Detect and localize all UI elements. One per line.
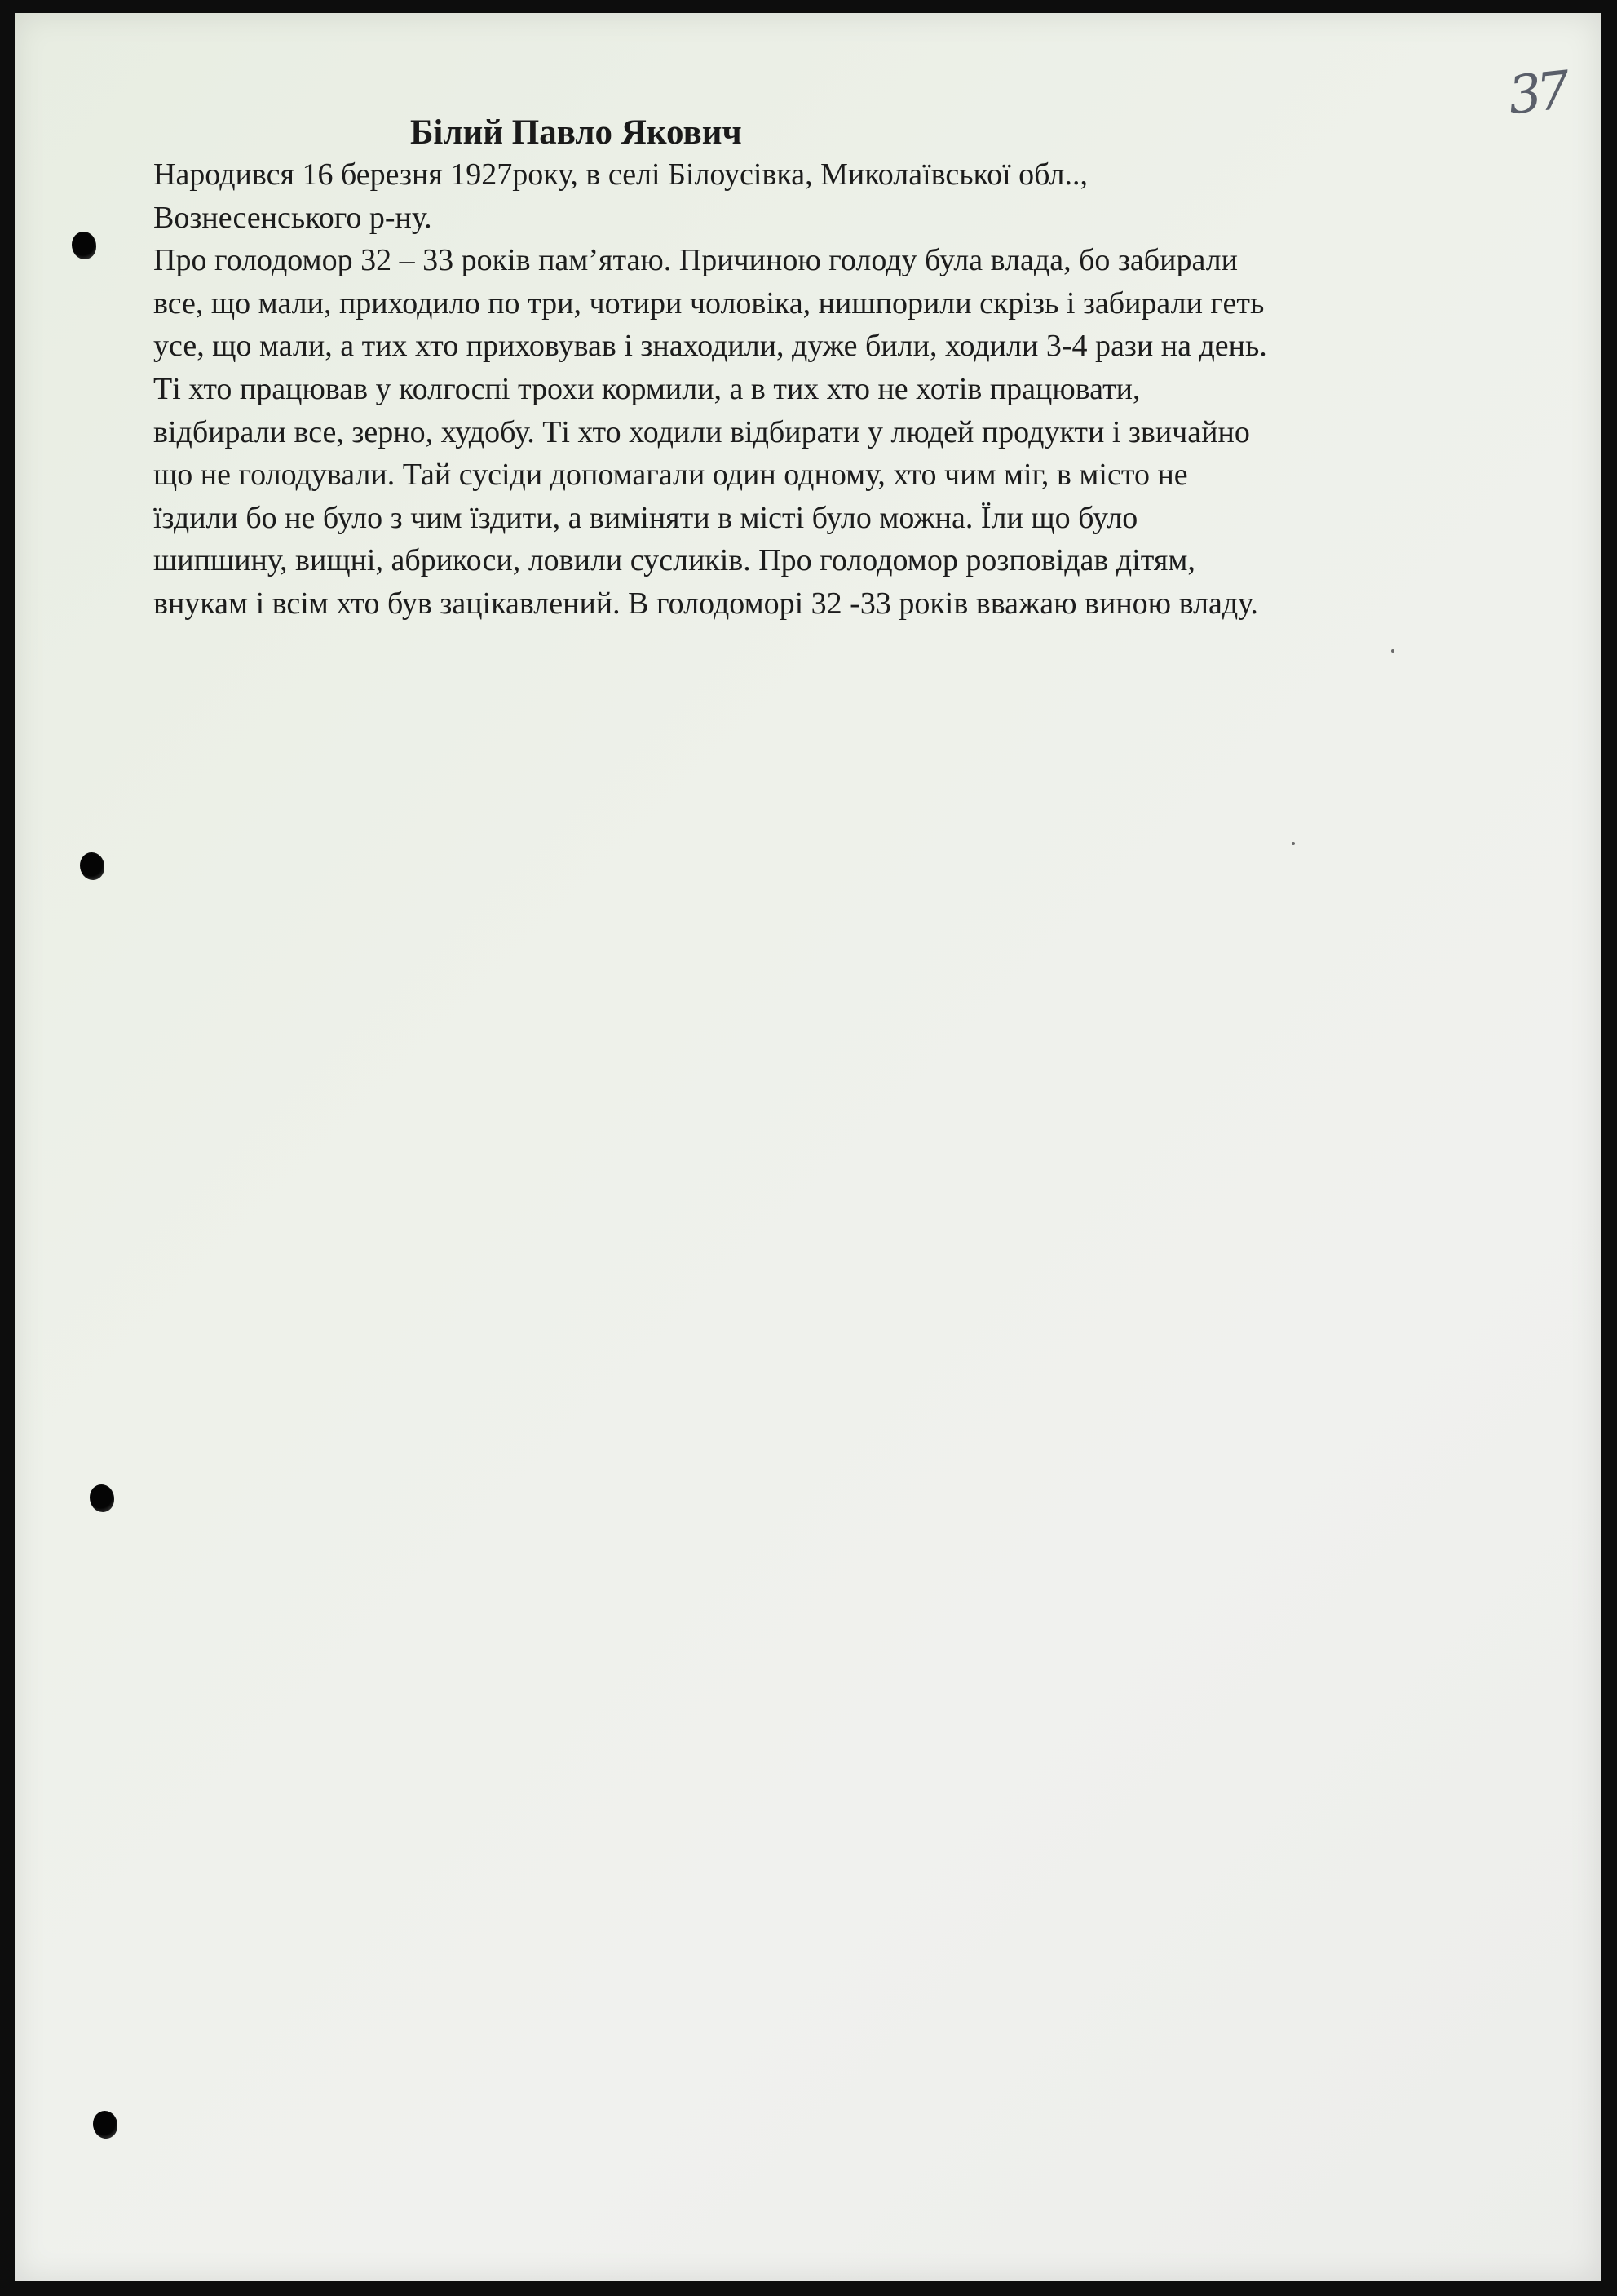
punch-hole (80, 852, 104, 880)
body-line: Вознесенського р-ну. (153, 200, 432, 235)
body-line: їздили бо не було з чим їздити, а виміняти в місті було можна. Їли що було (153, 500, 1138, 535)
paper-speck (1391, 649, 1394, 653)
body-line: шипшину, вищні, абрикоси, ловили сусликів. Про голодомор розповідав дітям, (153, 543, 1195, 578)
handwritten-page-number: 37 (1505, 60, 1569, 127)
body-line: все, що мали, приходило по три, чотири чоловіка, нишпорили скрізь і забирали геть (153, 285, 1265, 321)
body-line: усе, що мали, а тих хто приховував і знаходили, дуже били, ходили 3-4 рази на день. (153, 329, 1267, 364)
body-line: Народився 16 березня 1927року, в селі Білоусівка, Миколаївської обл.., (153, 157, 1088, 192)
paper-speck (1292, 842, 1295, 845)
document-title: Білий Павло Якович (410, 113, 742, 152)
punch-hole (93, 2111, 117, 2139)
body-line: Ті хто працював у колгоспі трохи кормили, а в тих хто не хотів працювати, (153, 371, 1141, 406)
document-page (15, 13, 1601, 2281)
punch-hole (72, 232, 96, 259)
body-line: Про голодомор 32 – 33 років пам’ятаю. Причиною голоду була влада, бо забирали (153, 243, 1238, 278)
body-line: що не голодували. Тай сусіди допомагали один одному, хто чим міг, в місто не (153, 458, 1188, 493)
body-line: внукам і всім хто був зацікавлений. В голодоморі 32 -33 років вважаю виною владу. (153, 586, 1258, 621)
body-line: відбирали все, зерно, худобу. Ті хто ходили відбирати у людей продукти і звичайно (153, 414, 1250, 449)
punch-hole (90, 1484, 114, 1512)
document-body (153, 153, 1556, 626)
